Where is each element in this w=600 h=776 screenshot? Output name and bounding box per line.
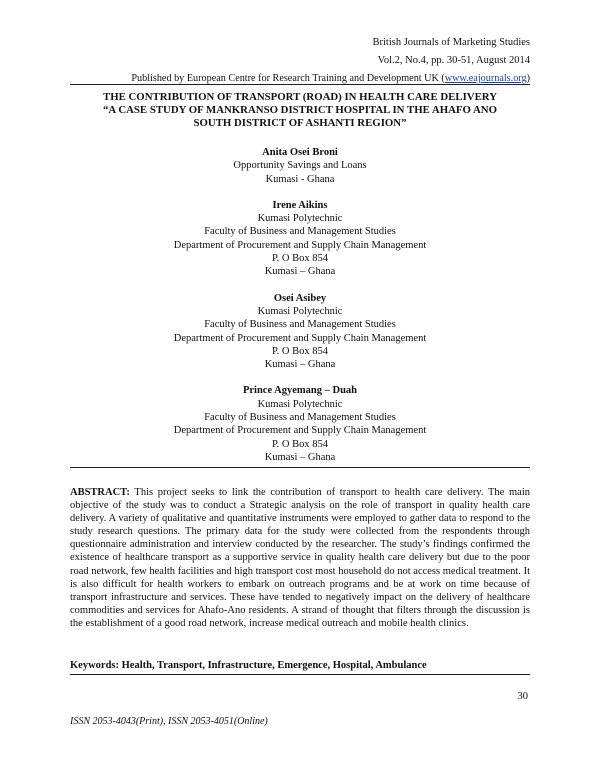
paper-title [60,91,540,130]
author-name: Prince Agyemang – Duah [242,385,358,397]
author-affiliation: Kumasi Polytechnic [257,398,343,410]
author-affiliation: Kumasi – Ghana [264,266,336,278]
title-line-1: THE CONTRIBUTION OF TRANSPORT (ROAD) IN HEALTH CARE DELIVERY [103,91,497,103]
author-affiliation: Faculty of Business and Management Studies [204,226,396,238]
author-affiliation: Kumasi – Ghana [264,359,336,371]
keywords: Keywords: Health, Transport, Infrastructure, Emergence, Hospital, Ambulance [70,660,427,671]
author-affiliation: P. O Box 854 [271,345,328,357]
author-list [70,146,530,477]
title-line-3: SOUTH DISTRICT OF ASHANTI REGION” [193,117,407,129]
author-affiliation: Faculty of Business and Management Studies [204,412,396,424]
abstract-label: ABSTRACT: [70,487,130,498]
author-affiliation: Department of Procurement and Supply Chain Management [173,332,427,344]
author-name: Anita Osei Broni [262,147,338,158]
author-affiliation: Department of Procurement and Supply Chain Management [173,425,427,437]
author-affiliation: Kumasi Polytechnic [257,213,343,225]
author-affiliation: Kumasi – Ghana [264,451,336,463]
volume-info: Vol.2, No.4, pp. 30-51, August 2014 [377,55,530,66]
author-name: Irene Aikins [272,199,328,211]
author-affiliation: Faculty of Business and Management Studies [204,319,396,331]
author-affiliation: Department of Procurement and Supply Chain Management [173,239,427,251]
abstract-text: This project seeks to link the contribution of transport to health care delivery. The main objective of the study was to conduct a Strategic analysis on the role of transport in quality health care delivery. A variety of qualitative and quantitative instruments were employed to gather data to respond to the study research questions. The primary data for the study were collected from the respondents through questionnaire administration and interview conducted by the researcher. The study’s findings confirmed the existence of healthcare transport as a supportive service in quality health care delivery but due to the poor road network, few health facilities and high transport cost most household do not access medical treatment. It is also difficult for health workers to embark on outreach programs and be at work on time because of transport infrastructure and services. These have tended to negatively impact on the delivery of healthcare commodities and services for Ahafo-Ano residents. A strand of thought that filters through the discussion is the establishment of a good road network, increase medical outreach and mobile health clinics. [70,487,530,629]
author-block [70,199,530,279]
title-line-2: “A CASE STUDY OF MANKRANSO DISTRICT HOSPITAL IN THE AHAFO ANO [103,104,497,116]
author-block [70,292,530,372]
abstract [70,486,530,630]
keywords-rule [70,674,530,675]
author-block [70,384,530,464]
journal-name: British Journals of Marketing Studies [372,37,530,48]
author-affiliation: Kumasi - Ghana [265,173,335,185]
publisher-text: Published by European Centre for Research Training and Development UK ( [131,73,445,84]
author-affiliation: Kumasi Polytechnic [257,305,343,317]
publisher-close: ) [526,73,530,84]
author-block [70,146,530,186]
publisher-link[interactable]: www.eajournals.org [444,73,527,84]
author-affiliation: P. O Box 854 [271,253,328,265]
issn-footer: ISSN 2053-4043(Print), ISSN 2053-4051(Online) [70,716,268,727]
author-affiliation: P. O Box 854 [271,438,328,450]
header-rule [70,84,530,85]
section-rule [70,467,530,468]
author-name: Osei Asibey [273,292,327,304]
author-affiliation: Opportunity Savings and Loans [233,160,367,172]
page-number: 30 [517,691,528,702]
